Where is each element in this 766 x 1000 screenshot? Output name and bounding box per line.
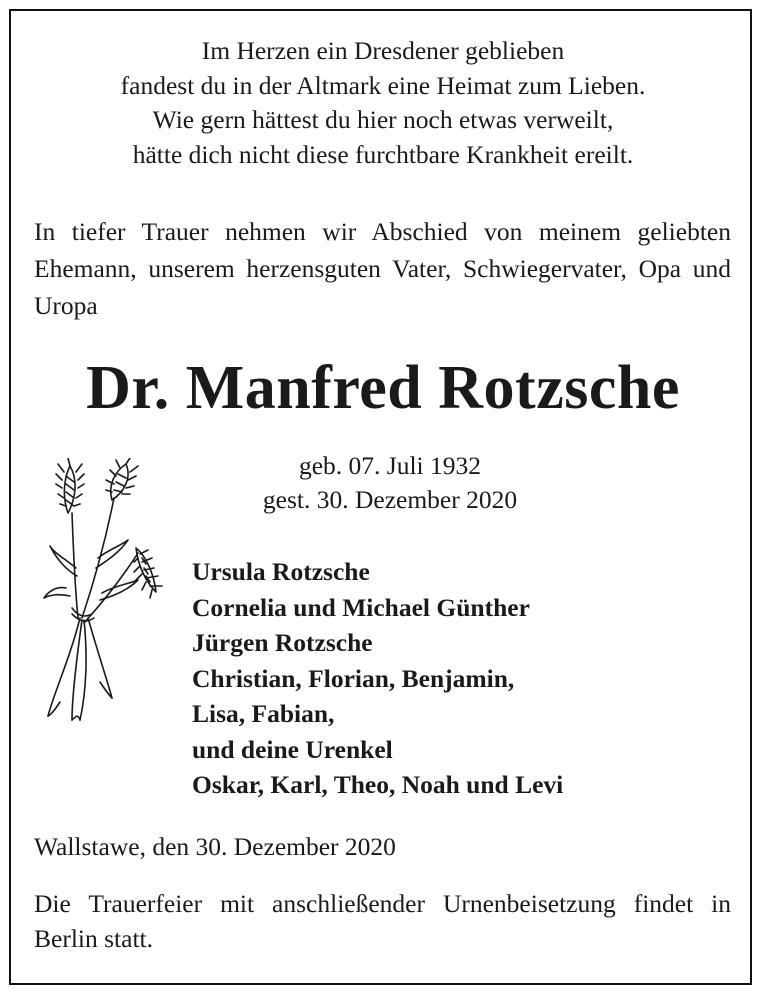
- family-signatures: [192, 554, 692, 803]
- place-and-date: Wallstawe, den 30. Dezember 2020: [34, 832, 396, 861]
- life-dates: [190, 449, 590, 517]
- family-line: und deine Urenkel: [192, 734, 393, 764]
- poem-line: hätte dich nicht diese furchtbare Krankheit ereilt.: [132, 139, 634, 169]
- wheat-ears-icon: [42, 458, 170, 728]
- deceased-name: Dr. Manfred Rotzsche: [86, 354, 680, 422]
- family-line: Jürgen Rotzsche: [192, 628, 373, 657]
- family-line: Christian, Florian, Benjamin,: [192, 663, 515, 693]
- funeral-notice: Die Trauerfeier mit anschließender Urnenbeisetzung findet in Berlin statt.: [34, 889, 731, 953]
- family-line: Cornelia und Michael Günther: [192, 592, 530, 622]
- poem-line: fandest du in der Altmark eine Heimat zum Lieben.: [120, 70, 646, 100]
- poem-line: Wie gern hättest du hier noch etwas verweilt,: [152, 105, 614, 134]
- family-line: Oskar, Karl, Theo, Noah und Levi: [192, 770, 564, 799]
- birth-date: geb. 07. Juli 1932: [298, 451, 482, 480]
- family-line: Ursula Rotzsche: [192, 557, 370, 586]
- family-line: Lisa, Fabian,: [192, 699, 335, 728]
- memorial-poem: [0, 34, 766, 172]
- poem-line: Im Herzen ein Dresdener geblieben: [201, 36, 565, 65]
- death-date: gest. 30. Dezember 2020: [262, 485, 518, 514]
- intro-text: In tiefer Trauer nehmen wir Abschied von meinem geliebten Ehemann, unserem herzensguten Vater, Schwiegervater, Opa und Uropa: [34, 217, 731, 320]
